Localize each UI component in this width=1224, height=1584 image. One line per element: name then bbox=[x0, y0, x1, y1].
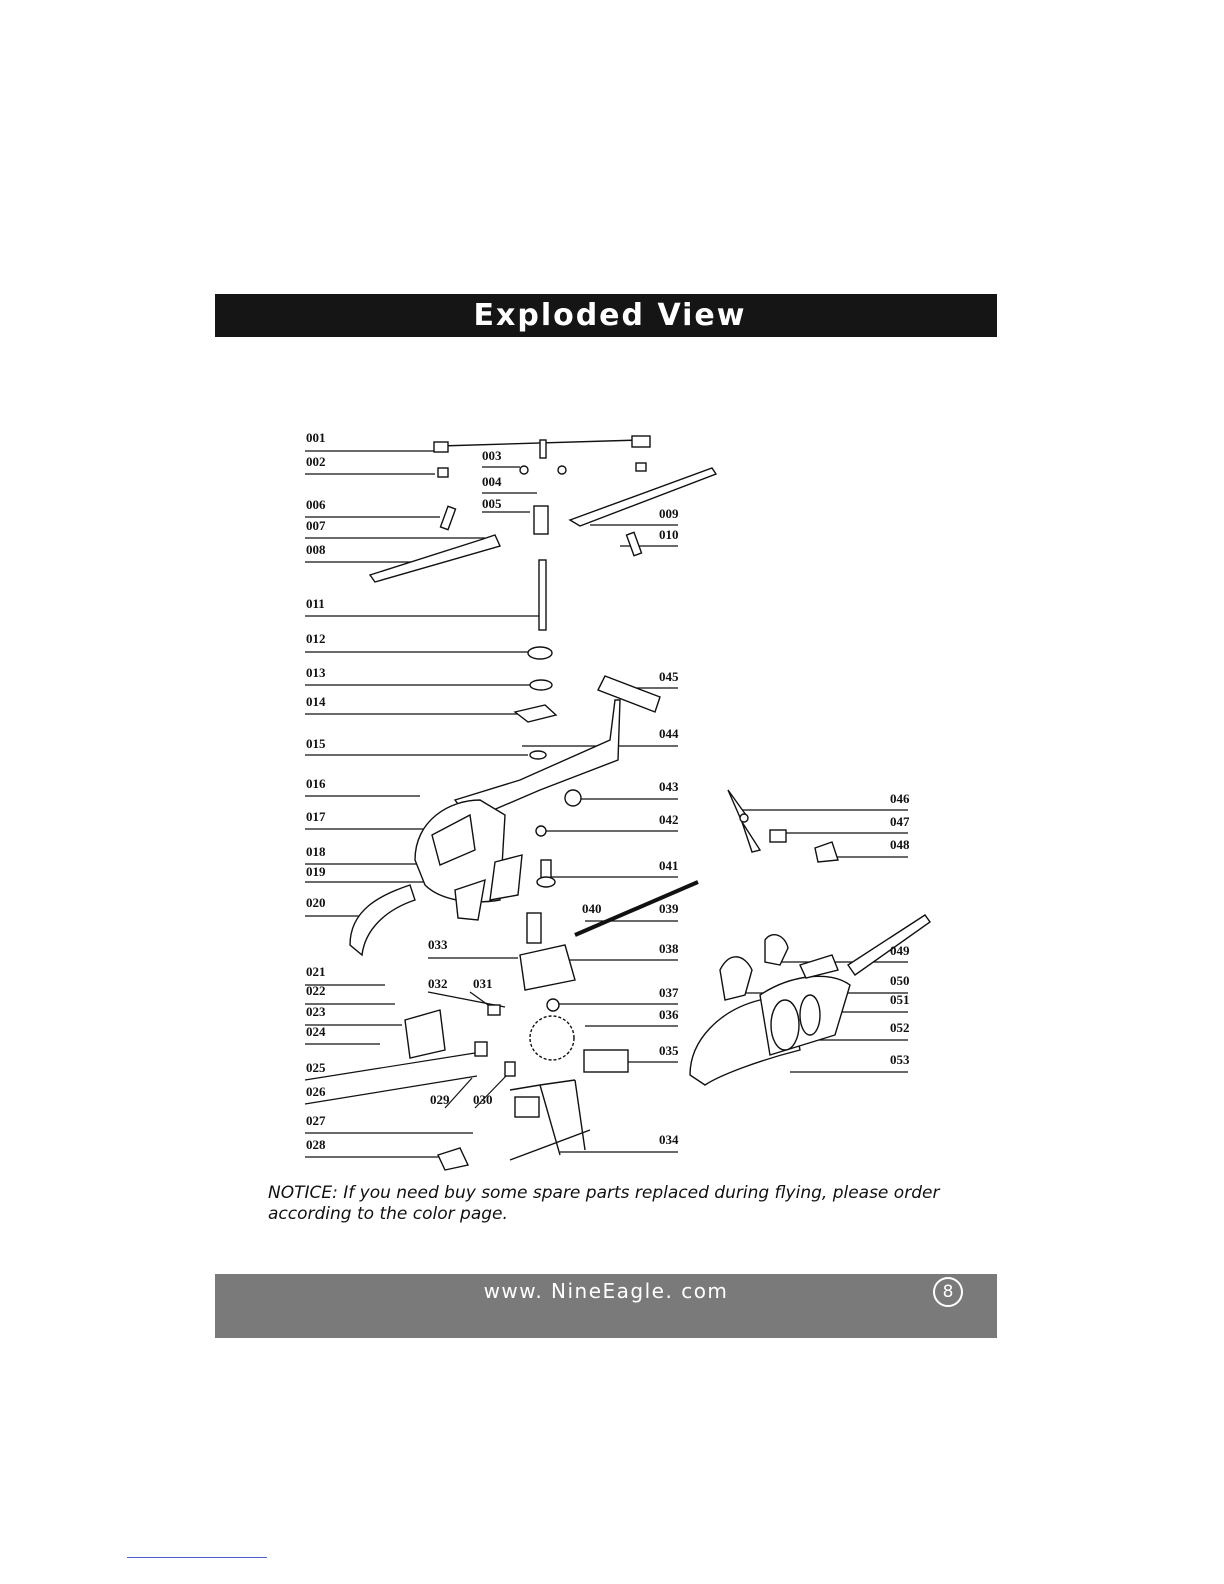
part-label-010: 010 bbox=[659, 527, 679, 542]
part-label-037: 037 bbox=[659, 985, 679, 1000]
part-label-024: 024 bbox=[306, 1024, 326, 1039]
part-label-045: 045 bbox=[659, 669, 679, 684]
part-label-013: 013 bbox=[306, 665, 326, 680]
footnote-rule bbox=[127, 1557, 267, 1558]
part-label-044: 044 bbox=[659, 726, 679, 741]
part-label-046: 046 bbox=[890, 791, 910, 806]
part-label-053: 053 bbox=[890, 1052, 910, 1067]
part-label-012: 012 bbox=[306, 631, 326, 646]
page-title: Exploded View bbox=[473, 298, 747, 333]
part-label-019: 019 bbox=[306, 864, 326, 879]
part-label-047: 047 bbox=[890, 814, 910, 829]
part-label-026: 026 bbox=[306, 1084, 326, 1099]
part-label-052: 052 bbox=[890, 1020, 910, 1035]
part-label-002: 002 bbox=[306, 454, 326, 469]
part-label-051: 051 bbox=[890, 992, 910, 1007]
part-label-028: 028 bbox=[306, 1137, 326, 1152]
page-number-badge: 8 bbox=[933, 1277, 963, 1307]
part-label-025: 025 bbox=[306, 1060, 326, 1075]
notice-text bbox=[268, 1183, 948, 1225]
part-label-017: 017 bbox=[306, 809, 326, 824]
part-label-034: 034 bbox=[659, 1132, 679, 1147]
part-label-031: 031 bbox=[473, 976, 493, 991]
part-label-050: 050 bbox=[890, 973, 910, 988]
part-label-008: 008 bbox=[306, 542, 326, 557]
part-label-027: 027 bbox=[306, 1113, 326, 1128]
part-label-023: 023 bbox=[306, 1004, 326, 1019]
part-label-003: 003 bbox=[482, 448, 502, 463]
part-label-049: 049 bbox=[890, 943, 910, 958]
part-label-040: 040 bbox=[582, 901, 602, 916]
part-label-030: 030 bbox=[473, 1092, 493, 1107]
part-label-011: 011 bbox=[306, 596, 325, 611]
part-label-018: 018 bbox=[306, 844, 326, 859]
part-label-005: 005 bbox=[482, 496, 502, 511]
part-label-032: 032 bbox=[428, 976, 448, 991]
part-label-009: 009 bbox=[659, 506, 679, 521]
part-label-035: 035 bbox=[659, 1043, 679, 1058]
part-label-043: 043 bbox=[659, 779, 679, 794]
part-label-001: 001 bbox=[306, 430, 326, 445]
part-label-041: 041 bbox=[659, 858, 679, 873]
footer-bar bbox=[215, 1274, 997, 1338]
part-label-016: 016 bbox=[306, 776, 326, 791]
part-label-006: 006 bbox=[306, 497, 326, 512]
part-label-042: 042 bbox=[659, 812, 679, 827]
website-url: www. NineEagle. com bbox=[483, 1279, 729, 1303]
part-label-015: 015 bbox=[306, 736, 326, 751]
part-label-038: 038 bbox=[659, 941, 679, 956]
part-label-022: 022 bbox=[306, 983, 326, 998]
part-label-020: 020 bbox=[306, 895, 326, 910]
part-label-021: 021 bbox=[306, 964, 326, 979]
part-label-029: 029 bbox=[430, 1092, 450, 1107]
part-label-039: 039 bbox=[659, 901, 679, 916]
part-label-033: 033 bbox=[428, 937, 448, 952]
part-label-014: 014 bbox=[306, 694, 326, 709]
notice-body: : If you need buy some spare parts replaced during flying, please order according to the color page. bbox=[268, 1183, 940, 1224]
part-label-036: 036 bbox=[659, 1007, 679, 1022]
part-label-048: 048 bbox=[890, 837, 910, 852]
part-label-007: 007 bbox=[306, 518, 326, 533]
notice-label: NOTICE bbox=[268, 1183, 333, 1203]
part-label-004: 004 bbox=[482, 474, 502, 489]
